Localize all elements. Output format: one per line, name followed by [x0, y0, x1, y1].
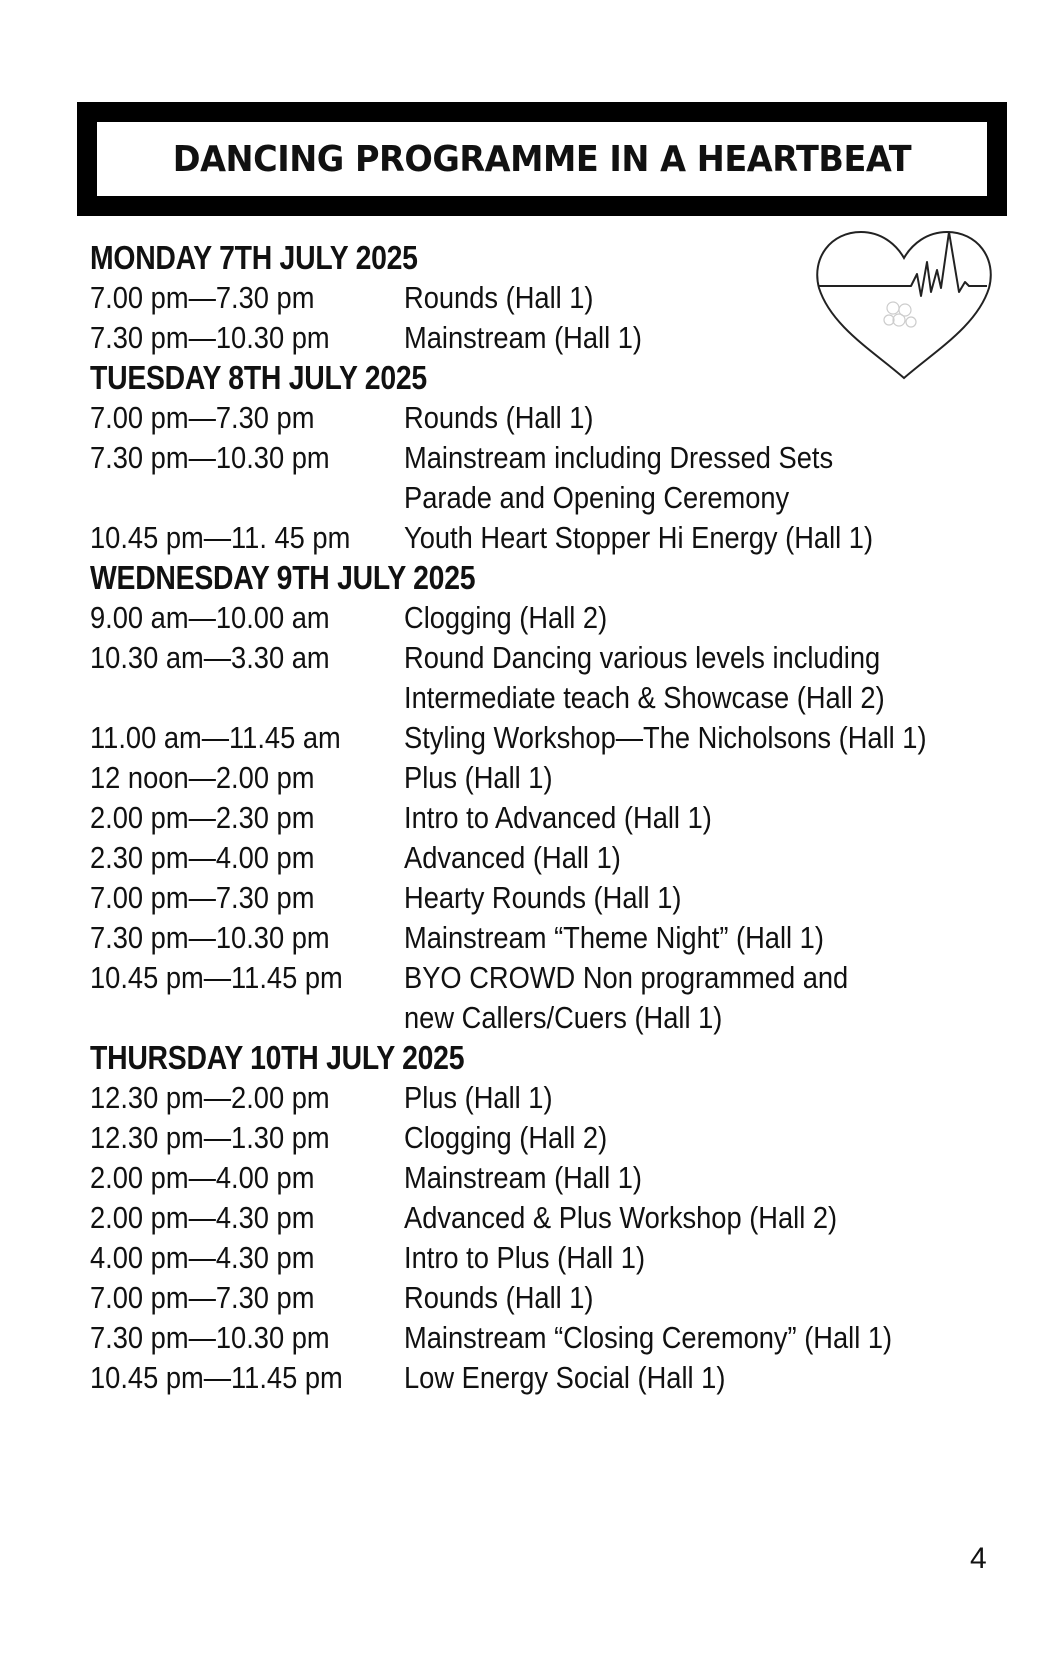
- title-banner: [77, 102, 1007, 216]
- session-time: 12.30 pm—2.00 pm: [90, 1080, 330, 1115]
- schedule: [90, 238, 1020, 1398]
- session-time: 7.00 pm—7.30 pm: [90, 280, 315, 315]
- schedule-row: [90, 918, 1020, 958]
- title-banner-inner: [97, 122, 987, 196]
- schedule-row: [90, 638, 1020, 678]
- schedule-row: [90, 318, 1020, 358]
- session-time: 7.30 pm—10.30 pm: [90, 1320, 330, 1355]
- schedule-row: [90, 678, 1020, 718]
- session-time: 10.30 am—3.30 am: [90, 640, 330, 675]
- schedule-row: [90, 838, 1020, 878]
- session-event: Styling Workshop—The Nicholsons (Hall 1): [404, 720, 927, 755]
- session-event: Clogging (Hall 2): [404, 600, 608, 635]
- session-time: 7.30 pm—10.30 pm: [90, 920, 330, 955]
- schedule-row: [90, 958, 1020, 998]
- schedule-row: [90, 598, 1020, 638]
- session-event: Plus (Hall 1): [404, 1080, 553, 1115]
- session-time: 7.00 pm—7.30 pm: [90, 400, 315, 435]
- schedule-row: [90, 1358, 1020, 1398]
- day-section: [90, 358, 1020, 558]
- schedule-row: [90, 1118, 1020, 1158]
- session-event: BYO CROWD Non programmed and: [404, 960, 849, 995]
- session-event: Hearty Rounds (Hall 1): [404, 880, 682, 915]
- session-time: [90, 998, 366, 1038]
- day-section: [90, 238, 1020, 358]
- session-time: 2.30 pm—4.00 pm: [90, 840, 315, 875]
- session-time: 10.45 pm—11.45 pm: [90, 960, 343, 995]
- schedule-row: [90, 1078, 1020, 1118]
- session-time: 2.00 pm—4.00 pm: [90, 1160, 315, 1195]
- session-time: 2.00 pm—2.30 pm: [90, 800, 315, 835]
- session-time: 12 noon—2.00 pm: [90, 760, 315, 795]
- session-event: Intermediate teach & Showcase (Hall 2): [404, 680, 885, 715]
- session-event: Round Dancing various levels including: [404, 640, 881, 675]
- schedule-row: [90, 758, 1020, 798]
- session-event: Clogging (Hall 2): [404, 1120, 608, 1155]
- session-event: Low Energy Social (Hall 1): [404, 1360, 726, 1395]
- session-event: Intro to Plus (Hall 1): [404, 1240, 646, 1275]
- page-number: 4: [970, 1542, 987, 1575]
- session-time: [90, 678, 366, 718]
- session-time: 7.00 pm—7.30 pm: [90, 880, 315, 915]
- schedule-row: [90, 1278, 1020, 1318]
- schedule-row: [90, 398, 1020, 438]
- session-event: Mainstream (Hall 1): [404, 1160, 642, 1195]
- session-time: [90, 478, 366, 518]
- schedule-row: [90, 798, 1020, 838]
- session-time: 7.30 pm—10.30 pm: [90, 320, 330, 355]
- schedule-row: [90, 718, 1020, 758]
- day-heading: THURSDAY 10TH JULY 2025: [90, 1039, 465, 1076]
- session-event: Plus (Hall 1): [404, 760, 553, 795]
- schedule-row: [90, 478, 1020, 518]
- session-time: 2.00 pm—4.30 pm: [90, 1200, 315, 1235]
- schedule-row: [90, 998, 1020, 1038]
- session-event: Mainstream “Closing Ceremony” (Hall 1): [404, 1320, 893, 1355]
- session-event: Parade and Opening Ceremony: [404, 480, 790, 515]
- session-time: 10.45 pm—11. 45 pm: [90, 520, 351, 555]
- session-time: 9.00 am—10.00 am: [90, 600, 330, 635]
- session-time: 12.30 pm—1.30 pm: [90, 1120, 330, 1155]
- session-event: Advanced & Plus Workshop (Hall 2): [404, 1200, 838, 1235]
- session-event: Advanced (Hall 1): [404, 840, 621, 875]
- session-event: Mainstream (Hall 1): [404, 320, 642, 355]
- day-section: [90, 1038, 1020, 1398]
- session-event: Intro to Advanced (Hall 1): [404, 800, 712, 835]
- page-title: DANCING PROGRAMME IN A HEARTBEAT: [172, 138, 912, 180]
- schedule-row: [90, 518, 1020, 558]
- session-event: Mainstream including Dressed Sets: [404, 440, 834, 475]
- session-event: new Callers/Cuers (Hall 1): [404, 1000, 723, 1035]
- day-heading: WEDNESDAY 9TH JULY 2025: [90, 559, 476, 596]
- session-time: 10.45 pm—11.45 pm: [90, 1360, 343, 1395]
- session-event: Rounds (Hall 1): [404, 400, 594, 435]
- day-heading: MONDAY 7TH JULY 2025: [90, 239, 418, 276]
- session-event: Rounds (Hall 1): [404, 280, 594, 315]
- day-section: [90, 558, 1020, 1038]
- session-time: 4.00 pm—4.30 pm: [90, 1240, 315, 1275]
- schedule-row: [90, 1158, 1020, 1198]
- session-time: 7.00 pm—7.30 pm: [90, 1280, 315, 1315]
- schedule-row: [90, 1238, 1020, 1278]
- session-event: Youth Heart Stopper Hi Energy (Hall 1): [404, 520, 874, 555]
- schedule-row: [90, 878, 1020, 918]
- schedule-row: [90, 278, 1020, 318]
- schedule-row: [90, 1198, 1020, 1238]
- session-time: 11.00 am—11.45 am: [90, 720, 341, 755]
- day-heading: TUESDAY 8TH JULY 2025: [90, 359, 427, 396]
- schedule-row: [90, 438, 1020, 478]
- session-time: 7.30 pm—10.30 pm: [90, 440, 330, 475]
- schedule-row: [90, 1318, 1020, 1358]
- session-event: Rounds (Hall 1): [404, 1280, 594, 1315]
- session-event: Mainstream “Theme Night” (Hall 1): [404, 920, 824, 955]
